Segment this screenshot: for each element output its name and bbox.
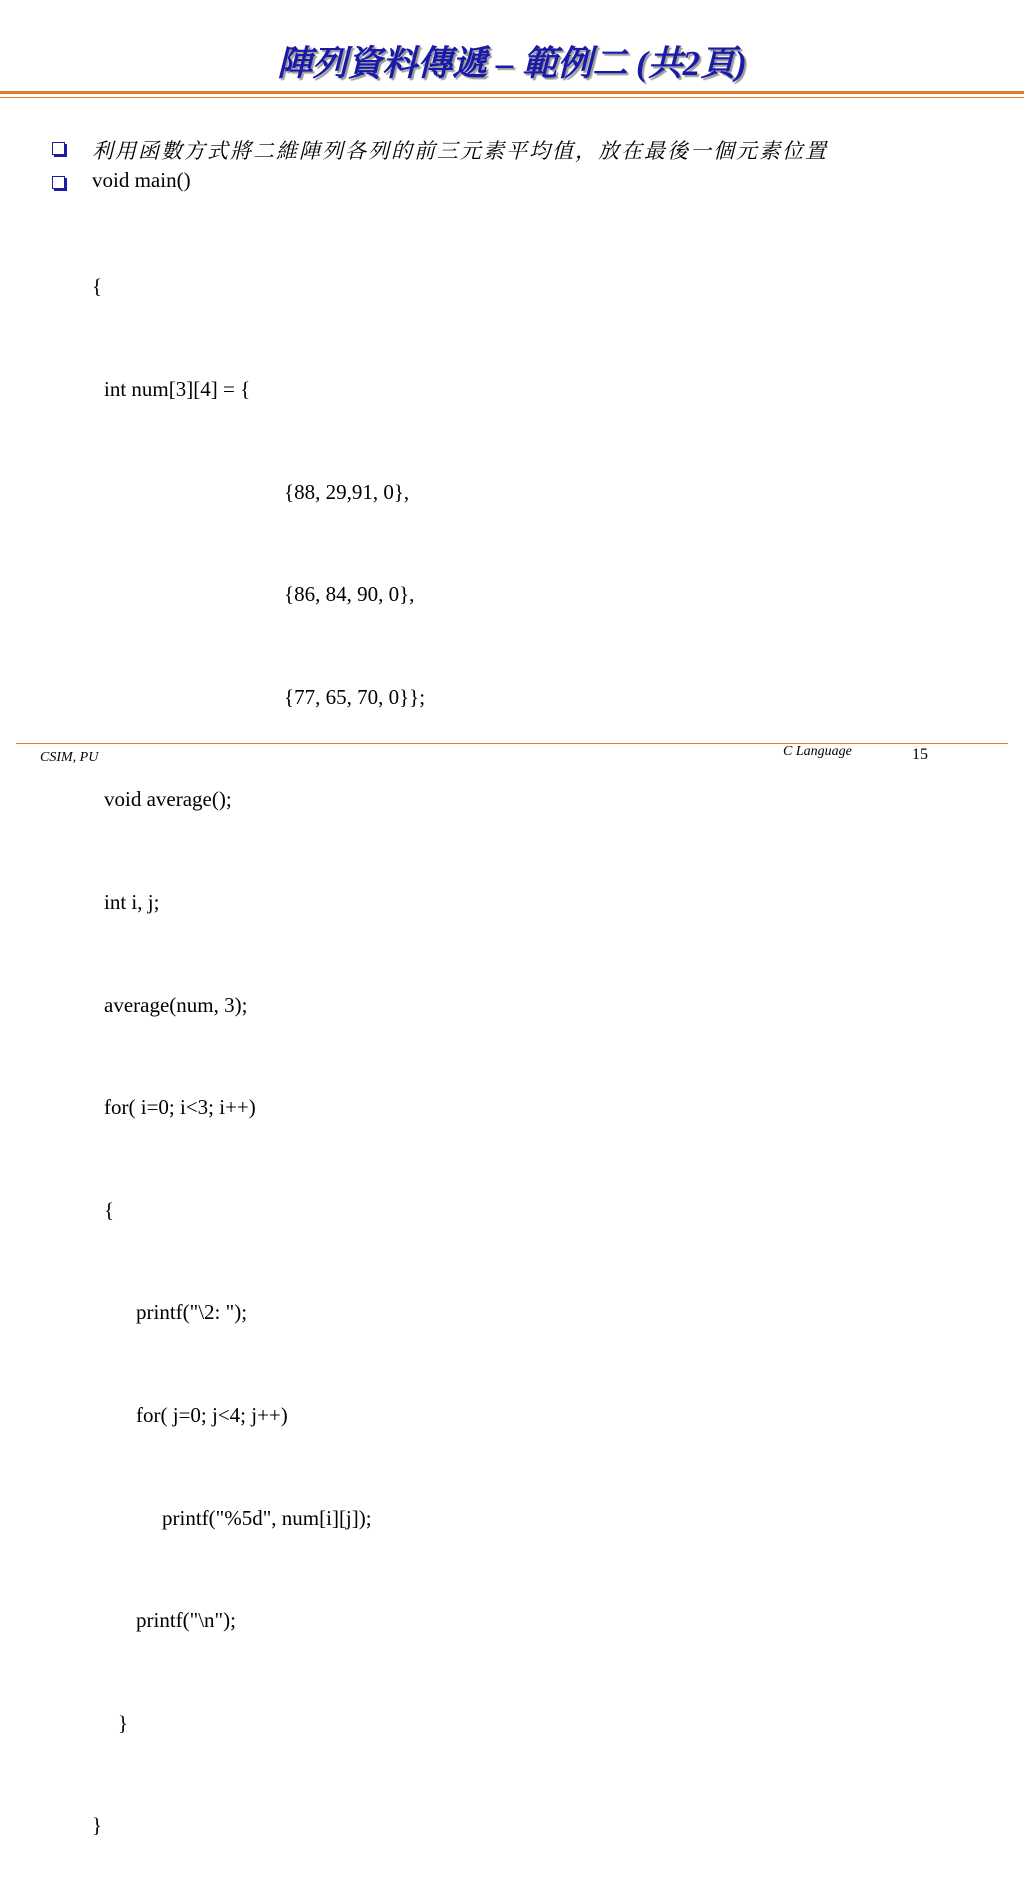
square-bullet-icon bbox=[52, 176, 65, 189]
title-divider-thick bbox=[0, 91, 1024, 94]
code-line: { bbox=[104, 1197, 115, 1222]
code-line: printf("\2: "); bbox=[136, 1300, 248, 1325]
code-line: { bbox=[92, 274, 103, 299]
code-line: average(num, 3); bbox=[104, 992, 248, 1017]
code-line: for( j=0; j<4; j++) bbox=[136, 1402, 288, 1427]
page-number: 15 bbox=[912, 746, 928, 763]
square-bullet-icon bbox=[52, 142, 65, 155]
footer-course: C Language bbox=[783, 744, 852, 759]
code-block bbox=[0, 201, 425, 1877]
title-divider-thin bbox=[0, 97, 1024, 98]
code-line: {86, 84, 90, 0}, bbox=[284, 582, 415, 607]
code-line: printf("\n"); bbox=[136, 1608, 236, 1633]
code-line: void average(); bbox=[104, 787, 232, 812]
bullet-text-description: 利用函數方式將二維陣列各列的前三元素平均值，放在最後一個元素位置 bbox=[92, 139, 828, 163]
code-line: printf("%5d", num[i][j]); bbox=[162, 1505, 372, 1530]
bullet-text-main: void main() bbox=[92, 168, 191, 192]
code-line: for( i=0; i<3; i++) bbox=[104, 1095, 256, 1120]
code-line: int num[3][4] = { bbox=[104, 377, 251, 401]
code-line: {88, 29,91, 0}, bbox=[284, 479, 410, 504]
slide-title: 陣列資料傳遞 – 範例二 (共2頁) bbox=[277, 44, 747, 83]
code-line: } bbox=[118, 1710, 129, 1735]
footer-divider bbox=[16, 743, 1008, 744]
code-line: {77, 65, 70, 0}}; bbox=[284, 684, 426, 709]
code-line: } bbox=[92, 1813, 103, 1838]
footer-author: CSIM, PU bbox=[40, 750, 99, 765]
code-line: int i, j; bbox=[104, 889, 160, 914]
